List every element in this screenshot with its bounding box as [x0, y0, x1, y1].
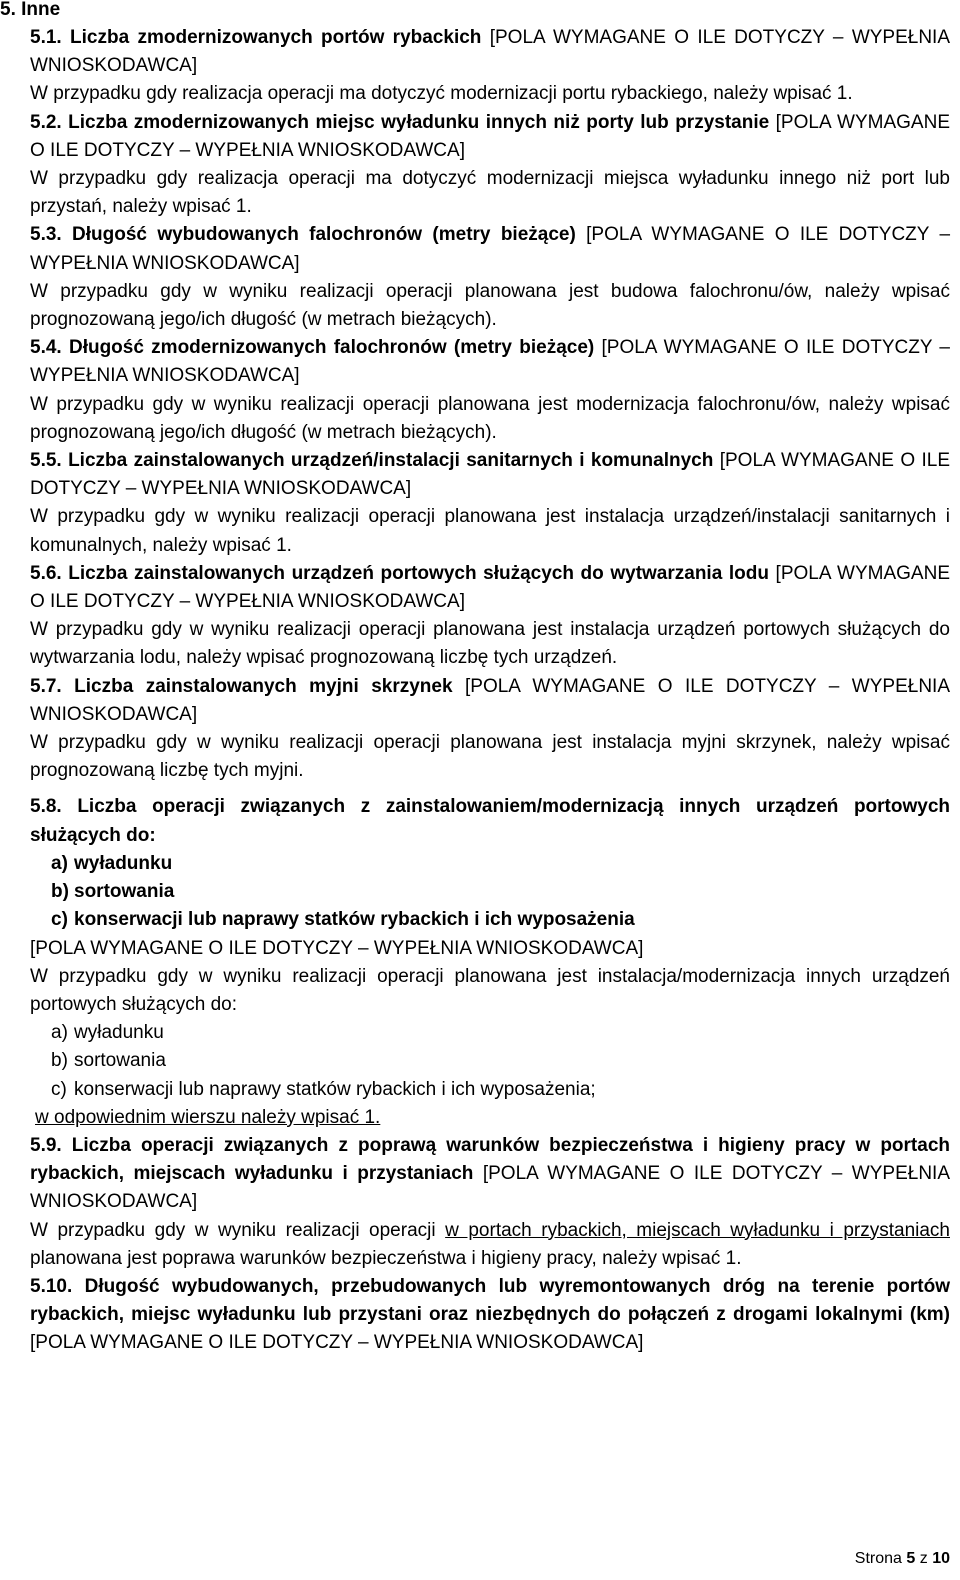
item-title — [30, 334, 950, 390]
item-title — [30, 560, 950, 616]
underlined-note: w odpowiednim wierszu należy wpisać 1. — [35, 1106, 381, 1128]
item-title-text: Liczba zainstalowanych urządzeń/instalacji sanitarnych i komunalnych — [68, 450, 714, 472]
list-item — [30, 878, 950, 906]
item-number: 5.10. — [30, 1275, 73, 1297]
list-item — [30, 1019, 950, 1047]
item-5-1 — [30, 24, 950, 109]
item-title — [30, 673, 950, 729]
list-text: sortowania — [74, 881, 175, 903]
list-text: konserwacji lub naprawy statków rybackich i ich wyposażenia — [74, 909, 635, 931]
item-5-8 — [30, 793, 950, 1131]
required-note: [POLA WYMAGANE O ILE DOTYCZY – WYPEŁNIA WNIOSKODAWCA] — [30, 562, 951, 613]
item-title — [30, 109, 950, 165]
item-description: W przypadku gdy realizacja operacji ma dotyczyć modernizacji miejsca wyładunku innego niż port lub przystań, należy wpisać 1. — [30, 168, 950, 218]
list-text: sortowania — [74, 1050, 166, 1072]
item-title — [30, 447, 950, 503]
item-number: 5.1. — [30, 27, 62, 48]
list-marker: b) — [51, 881, 69, 903]
page-separator: z — [919, 1550, 928, 1567]
list-item — [30, 1047, 950, 1075]
item-title-text: Liczba zmodernizowanych portów rybackich — [70, 27, 482, 48]
item-description-list — [30, 1019, 950, 1104]
required-note: [POLA WYMAGANE O ILE DOTYCZY – WYPEŁNIA WNIOSKODAWCA] — [30, 1163, 950, 1213]
item-title — [30, 793, 950, 849]
list-text: konserwacji lub naprawy statków rybackich i ich wyposażenia; — [74, 1078, 596, 1100]
item-title-text: Długość zmodernizowanych falochronów (metry bieżące) — [68, 337, 595, 359]
item-title-text: Długość wybudowanych falochronów (metry bieżące) — [72, 224, 576, 246]
item-number: 5.8. — [30, 796, 62, 818]
item-description: W przypadku gdy w wyniku realizacji operacji planowana jest instalacja myjni skrzynek, należy wpisać prognozowaną liczbę tych myjni. — [30, 732, 950, 782]
item-title — [30, 24, 950, 80]
underlined-text: w portach rybackich, miejscach wyładunku i przystaniach — [445, 1219, 950, 1241]
item-number: 5.2. — [30, 111, 62, 133]
required-note: [POLA WYMAGANE O ILE DOTYCZY – WYPEŁNIA WNIOSKODAWCA] — [30, 224, 951, 274]
list-marker: a) — [51, 852, 68, 874]
required-note: [POLA WYMAGANE O ILE DOTYCZY – WYPEŁNIA WNIOSKODAWCA] — [30, 337, 950, 387]
page-label: Strona — [854, 1550, 902, 1567]
item-5-10 — [30, 1273, 950, 1358]
required-note: [POLA WYMAGANE O ILE DOTYCZY – WYPEŁNIA WNIOSKODAWCA] — [30, 675, 951, 725]
required-note: [POLA WYMAGANE O ILE DOTYCZY – WYPEŁNIA WNIOSKODAWCA] — [30, 1332, 644, 1354]
total-pages: 10 — [932, 1550, 950, 1567]
item-number: 5.4. — [30, 337, 62, 359]
list-item — [30, 1076, 950, 1104]
item-title-text: Liczba zainstalowanych myjni skrzynek — [74, 675, 453, 697]
item-5-2 — [30, 109, 950, 222]
page-number — [855, 1549, 950, 1569]
item-5-4 — [30, 334, 950, 447]
item-number: 5.5. — [30, 450, 62, 472]
item-number: 5.9. — [30, 1134, 62, 1156]
item-description: W przypadku gdy realizacja operacji ma dotyczyć modernizacji portu rybackiego, należy wpisać 1. — [30, 83, 853, 105]
list-marker: a) — [51, 1022, 68, 1044]
list-text: wyładunku — [74, 852, 173, 874]
required-note: [POLA WYMAGANE O ILE DOTYCZY – WYPEŁNIA WNIOSKODAWCA] — [30, 111, 950, 161]
list-item — [30, 850, 950, 878]
description-text: W przypadku gdy w wyniku realizacji operacji — [30, 1219, 436, 1241]
item-description: W przypadku gdy w wyniku realizacji operacji planowana jest modernizacja falochronu/ów, należy wpisać prognozowaną jego/ich długość (w metrach bieżących). — [30, 393, 950, 443]
item-number: 5.3. — [30, 224, 62, 246]
section-heading: 5. Inne — [0, 0, 61, 20]
list-text: wyładunku — [74, 1022, 164, 1044]
list-marker: c) — [51, 909, 68, 931]
description-text: planowana jest poprawa warunków bezpieczeństwa i higieny pracy, należy wpisać 1. — [30, 1247, 742, 1269]
item-title-text: Liczba zainstalowanych urządzeń portowych służących do wytwarzania lodu — [68, 562, 769, 584]
item-title-text: Długość wybudowanych, przebudowanych lub wyremontowanych dróg na terenie portów rybackich, miejsc wyładunku lub przystani oraz niezbędnych do połączeń z drogami lokalnymi (km) — [30, 1275, 950, 1326]
required-note: [POLA WYMAGANE O ILE DOTYCZY – WYPEŁNIA WNIOSKODAWCA] — [30, 937, 644, 959]
list-marker: c) — [51, 1078, 67, 1100]
required-note: [POLA WYMAGANE O ILE DOTYCZY – WYPEŁNIA WNIOSKODAWCA] — [30, 27, 951, 77]
current-page: 5 — [906, 1550, 916, 1567]
item-description: W przypadku gdy w wyniku realizacji operacji planowana jest instalacja/modernizacja innych urządzeń portowych służących do: — [30, 965, 950, 1015]
note-line — [30, 1104, 950, 1132]
item-5-9 — [30, 1132, 950, 1273]
item-title — [30, 221, 950, 277]
item-title — [30, 1273, 950, 1358]
list-item — [30, 906, 950, 934]
section-content — [30, 24, 950, 1358]
item-5-5 — [30, 447, 950, 560]
item-title-text: Liczba operacji związanych z poprawą warunków bezpieczeństwa i higieny pracy w portach rybackich, miejscach wyładunku i przystaniach — [30, 1134, 950, 1185]
required-note: [POLA WYMAGANE O ILE DOTYCZY – WYPEŁNIA WNIOSKODAWCA] — [30, 450, 950, 500]
item-5-7 — [30, 673, 950, 786]
item-title — [30, 1132, 950, 1217]
item-title-text: Liczba zmodernizowanych miejsc wyładunku innych niż porty lub przystanie — [68, 111, 770, 133]
item-description — [30, 1217, 950, 1273]
item-number: 5.7. — [30, 675, 62, 697]
item-5-6 — [30, 560, 950, 673]
item-title-list — [30, 850, 950, 935]
list-marker: b) — [51, 1050, 68, 1072]
item-description: W przypadku gdy w wyniku realizacji operacji planowana jest instalacja urządzeń portowych służących do wytwarzania lodu, należy wpisać prognozowaną liczbę tych urządzeń. — [30, 619, 950, 669]
item-description: W przypadku gdy w wyniku realizacji operacji planowana jest instalacja urządzeń/instalacji sanitarnych i komunalnych, należy wpisać 1. — [30, 506, 950, 556]
item-5-3 — [30, 221, 950, 334]
item-number: 5.6. — [30, 562, 62, 584]
item-title-text: Liczba operacji związanych z zainstalowaniem/modernizacją innych urządzeń portowych służących do: — [30, 796, 951, 846]
item-description: W przypadku gdy w wyniku realizacji operacji planowana jest budowa falochronu/ów, należy wpisać prognozowaną jego/ich długość (w metrach bieżących). — [30, 280, 950, 331]
